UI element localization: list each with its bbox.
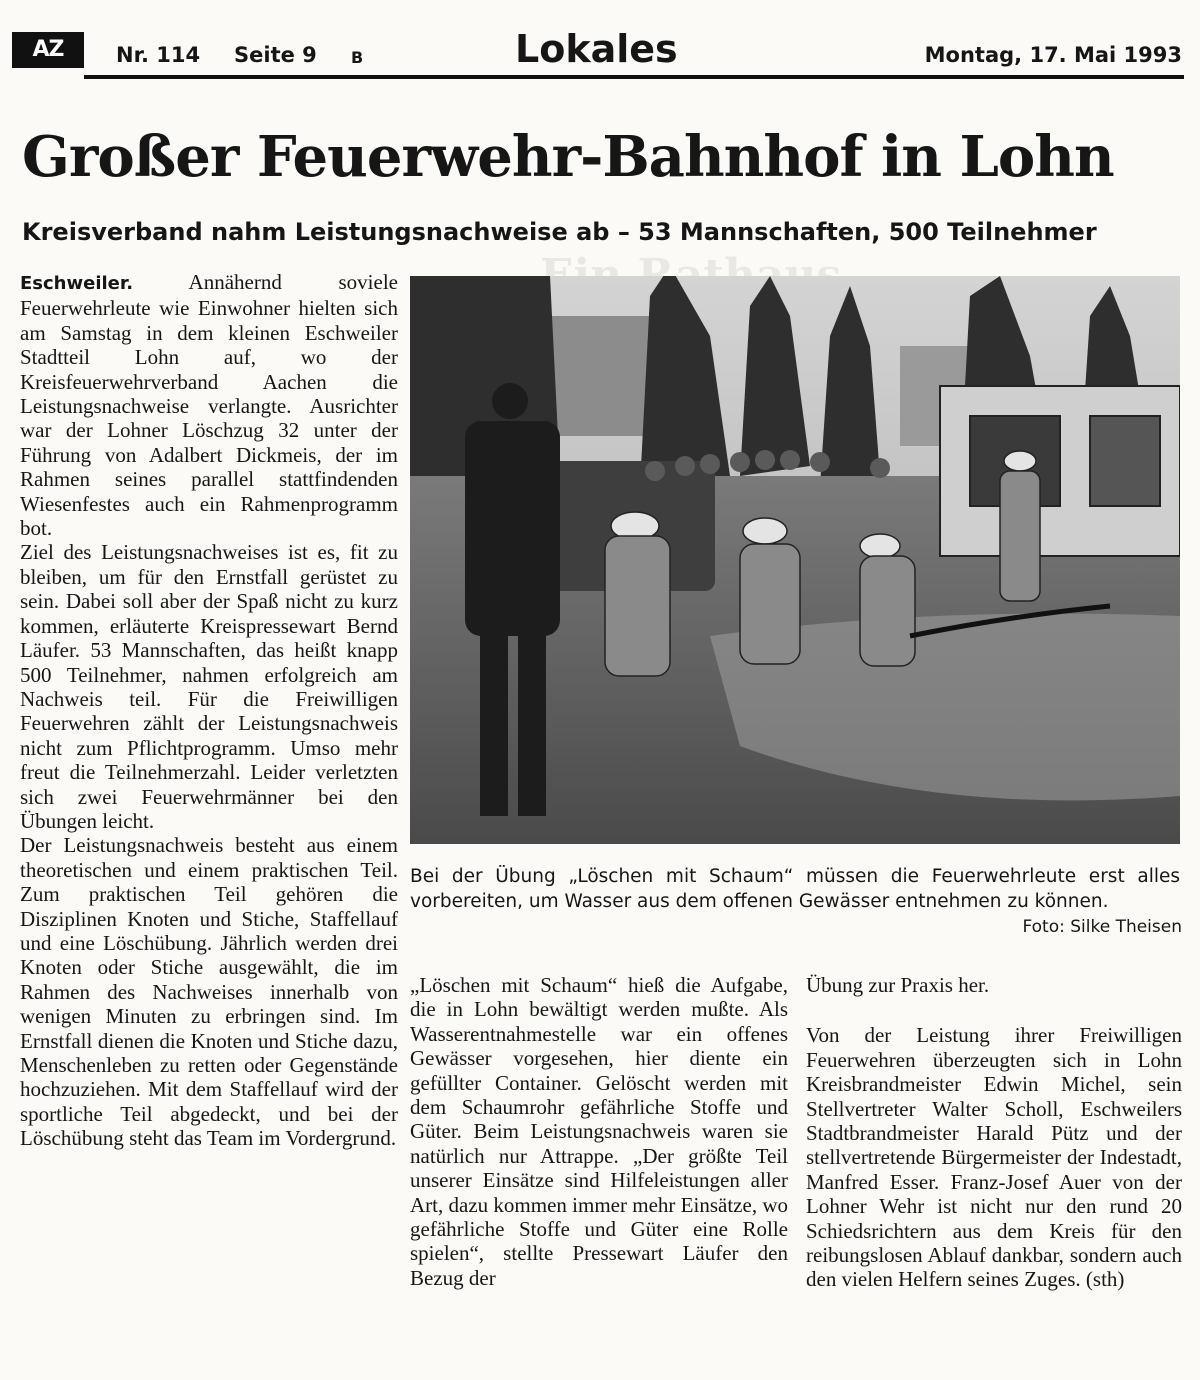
article-headline: Großer Feuerwehr-Bahnhof in Lohn: [22, 124, 1114, 190]
paragraph-gap: [806, 997, 1182, 1023]
article-subheadline: Kreisverband nahm Leistungsnachweise ab – 53 Mannschaften, 500 Teilnehmer: [22, 218, 1097, 246]
paragraph-1: [20, 270, 398, 540]
article-photo: [410, 276, 1180, 844]
issue-number: Nr. 114: [116, 43, 201, 67]
photo-caption: Bei der Übung „Löschen mit Schaum“ müssen die Feuerwehrleute erst alles vorbereiten, um Wasser aus dem offenen Gewässer entnehmen zu können.: [410, 866, 1180, 912]
issue-date: Montag, 17. Mai 1993: [924, 43, 1182, 67]
text-column-3: [806, 973, 1182, 1292]
paragraph-4: „Löschen mit Schaum“ hieß die Aufgabe, die in Lohn bewältigt werden mußte. Als Wasserentnahmestelle war ein offenes Gewässer vorgesehen, hier diente ein gefüllter Container. Gelöscht werden mit dem Schaumrohr gefährliche Stoffe und Güter. Beim Leistungsnachweis waren sie natürlich nur Attrappe. „Der größte Teil unserer Einsätze sind Hilfeleistungen aller Art, dazu kommen immer mehr Einsätze, wo gefährliche Stoffe und Güter eine Rolle spielen“, stellte Pressewart Läufer den Bezug der: [410, 973, 788, 1290]
text-column-1: [20, 270, 398, 1151]
photo-image: [410, 276, 1180, 844]
text-column-2: [410, 973, 788, 1290]
section-title: Lokales: [515, 27, 678, 71]
paragraph-6: Von der Leistung ihrer Freiwilligen Feuerwehren überzeugten sich in Lohn Kreisbrandmeister Edwin Michel, sein Stellvertreter Walter Scholl, Eschweilers Stadtbrandmeister Harald Pütz und der stellvertretende Bürgermeister der Indestadt, Manfred Esser. Franz-Josef Auer von der Lohner Wehr ist nicht nur den rund 20 Schiedsrichtern aus dem Kreis für den reibungslosen Ablauf dankbar, sondern auch den vielen Helfern seines Zuges. (sth): [806, 1023, 1182, 1292]
photo-credit: Foto: Silke Theisen: [1022, 917, 1182, 937]
paragraph-2: Ziel des Leistungsnachweises ist es, fit zu bleiben, um für den Ernstfall gerüstet zu sein. Dabei soll aber der Spaß nicht zu kurz kommen, erläuterte Kreispressewart Bernd Läufer. 53 Mannschaften, das heißt knapp 500 Teilnehmer, nahmen erfolgreich am Nachweis teil. Für die Freiwilligen Feuerwehren zählt der Leistungsnachweis nicht zum Pflichtprogramm. Umso mehr freut die Teilnehmerzahl. Leider verletzten sich zwei Feuerwehrmänner bei den Übungen leicht.: [20, 540, 398, 833]
header-rule: [84, 75, 1184, 79]
page-header: [12, 26, 1182, 82]
paragraph-1-text: Annähernd soviele Feuerwehrleute wie Einwohner hielten sich am Samstag in dem kleinen Eschweiler Stadtteil Lohn auf, wo der Kreisfeuerwehrverband Aachen die Leistungsnachweise verlangte. Ausrichter war der Lohner Löschzug 32 unter der Führung von Adalbert Dickmeis, der im Rahmen seines parallel stattfindenden Wiesenfestes auch ein Rahmenprogramm bot.: [20, 270, 398, 541]
paragraph-5: Übung zur Praxis her.: [806, 973, 990, 997]
edition-letter: B: [351, 48, 364, 67]
dateline: Eschweiler.: [20, 273, 134, 294]
paragraph-3: Der Leistungsnachweis besteht aus einem theoretischen und einem praktischen Teil. Zum praktischen Teil gehören die Disziplinen Knoten und Stiche, Staffellauf und eine Löschübung. Jährlich werden drei Knoten oder Stiche ausgewählt, die im Rahmen des Nachweises innerhalb von wenigen Minuten zu erbringen sind. Im Ernstfall dienen die Knoten und Stiche dazu, Menschenleben zu retten oder Gegenstände hochzuziehen. Mit dem Staffellauf wird der sportliche Teil abgedeckt, und bei der Löschübung steht das Team im Vordergrund.: [20, 833, 398, 1151]
page-number: Seite 9: [234, 43, 317, 67]
newspaper-logo: AZ: [12, 32, 84, 68]
